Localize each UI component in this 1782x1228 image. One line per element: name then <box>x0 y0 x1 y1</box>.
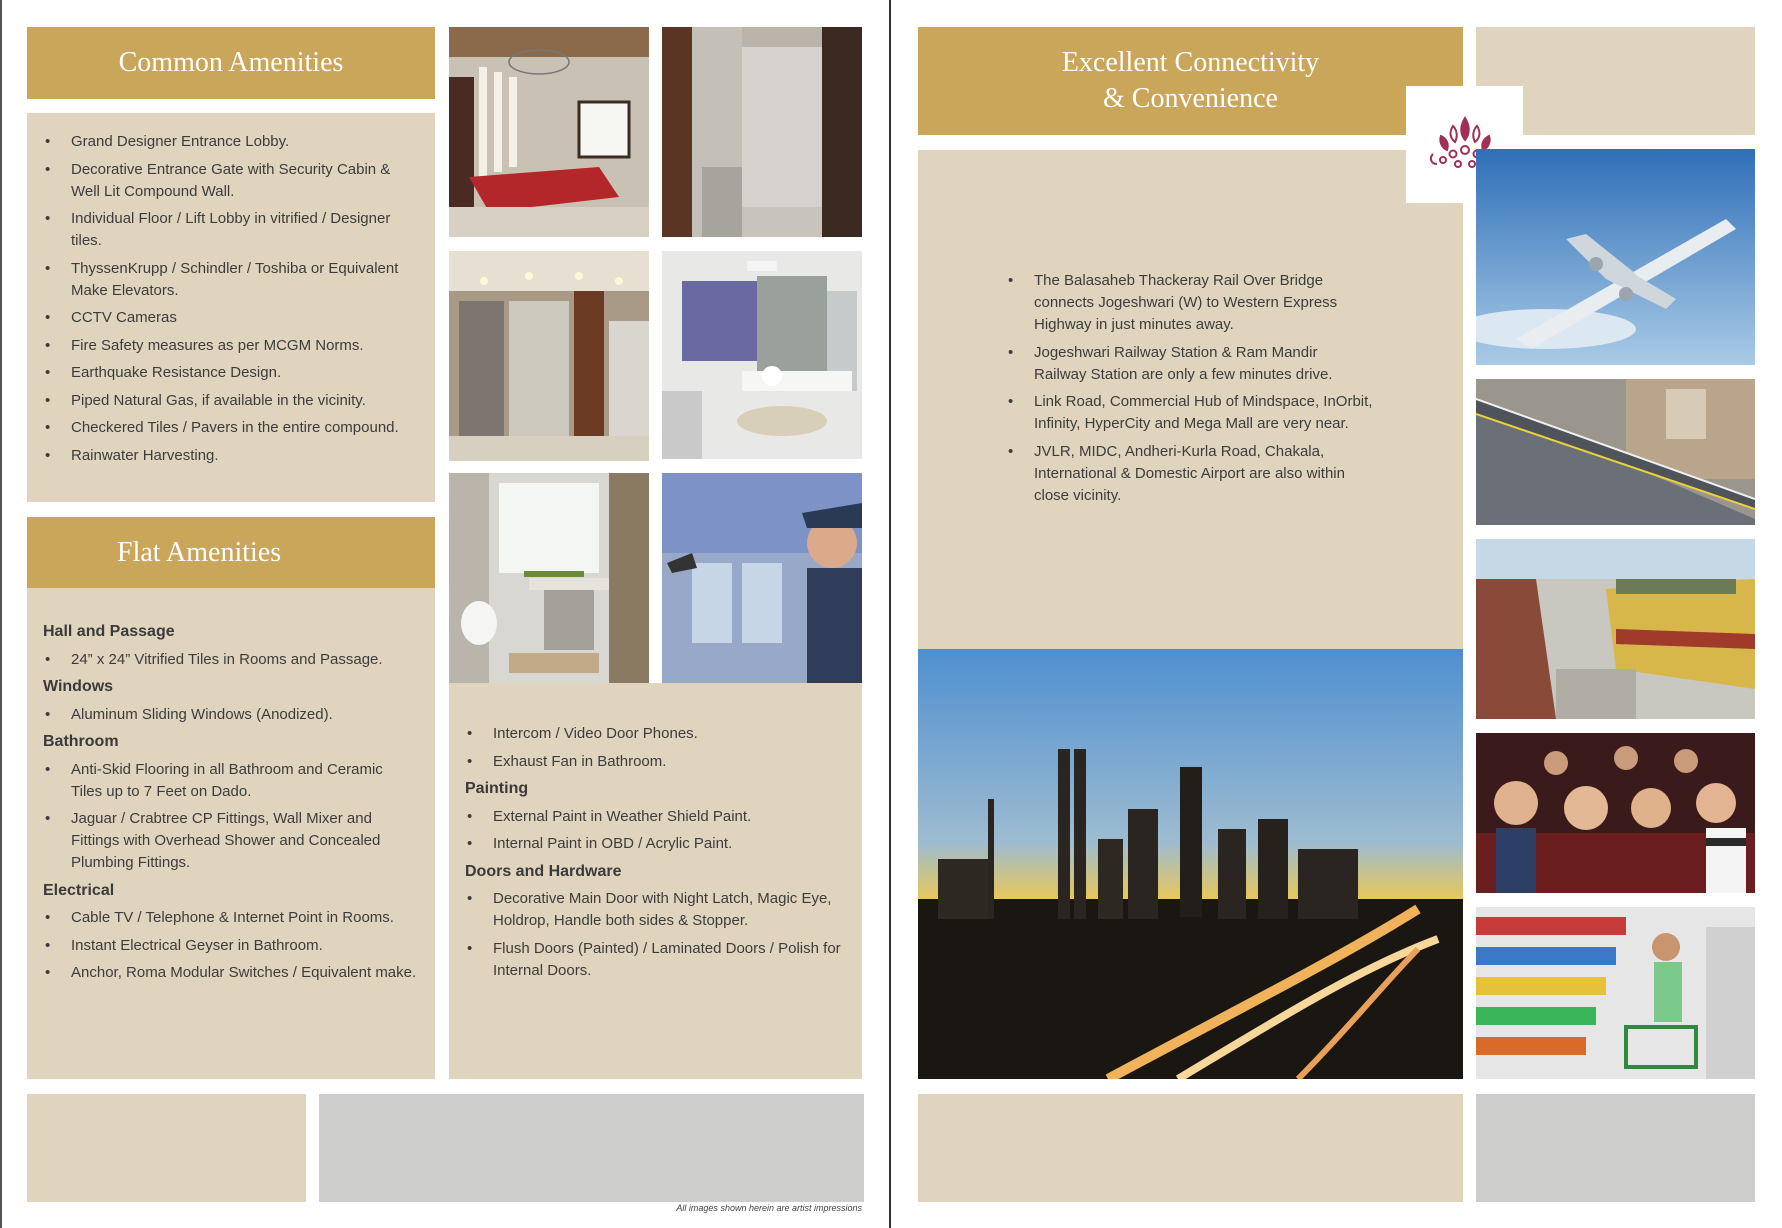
list-item: • 24” x 24” Vitrified Tiles in Rooms and Passage. <box>43 649 417 671</box>
left-footer-block-grey <box>319 1094 864 1202</box>
list-item: • Fire Safety measures as per MCGM Norms. <box>43 335 417 357</box>
list-item: • Jaguar / Crabtree CP Fittings, Wall Mixer and Fittings with Overhead Shower and Concealed Plumbing Fittings. <box>43 808 417 874</box>
flat-amenities-title: Flat Amenities <box>117 536 282 568</box>
flat-amenities-panel <box>27 588 435 1079</box>
right-footer-block-beige <box>918 1094 1463 1202</box>
list-item: • Anchor, Roma Modular Switches / Equivalent make. <box>43 962 417 984</box>
list-item: • ThyssenKrupp / Schindler / Toshiba or Equivalent Make Elevators. <box>43 258 417 302</box>
city-skyline-photo <box>918 649 1463 1079</box>
page-edge <box>0 0 2 1228</box>
windows-list <box>43 704 417 726</box>
bathroom-photo <box>449 473 649 683</box>
list-item: • Rainwater Harvesting. <box>43 445 417 467</box>
hall-passage-heading: Hall and Passage <box>43 623 175 640</box>
more-amenities-panel <box>449 683 862 1079</box>
lobby-photo <box>449 27 649 237</box>
list-item: • Checkered Tiles / Pavers in the entire compound. <box>43 417 417 439</box>
supermarket-photo <box>1476 907 1755 1079</box>
list-item: • Piped Natural Gas, if available in the vicinity. <box>43 390 417 412</box>
airplane-photo <box>1476 149 1755 365</box>
list-item: • Internal Paint in OBD / Acrylic Paint. <box>465 833 844 855</box>
list-item: • JVLR, MIDC, Andheri-Kurla Road, Chakala, International & Domestic Airport are also within close vicinity. <box>1006 441 1373 507</box>
list-item: • Decorative Entrance Gate with Security Cabin & Well Lit Compound Wall. <box>43 159 417 203</box>
list-item: • Grand Designer Entrance Lobby. <box>43 131 417 153</box>
list-item: • Anti-Skid Flooring in all Bathroom and Ceramic Tiles up to 7 Feet on Dado. <box>43 759 417 803</box>
list-item: • Decorative Main Door with Night Latch, Magic Eye, Holdrop, Handle both sides & Stopper. <box>465 888 844 932</box>
lift-lobby-photo <box>662 27 862 237</box>
list-item: • Intercom / Video Door Phones. <box>465 723 844 745</box>
common-amenities-panel <box>27 113 435 502</box>
left-footer-block-beige <box>27 1094 306 1202</box>
list-item: • Instant Electrical Geyser in Bathroom. <box>43 935 417 957</box>
list-item: • Earthquake Resistance Design. <box>43 362 417 384</box>
bathroom-list <box>43 759 417 875</box>
security-photo <box>662 473 862 683</box>
connectivity-title-bar <box>918 27 1463 135</box>
list-item: • Individual Floor / Lift Lobby in vitrified / Designer tiles. <box>43 208 417 252</box>
connectivity-list <box>1006 270 1373 507</box>
connectivity-title-line1: Excellent Connectivity <box>1061 47 1320 78</box>
list-item: • Link Road, Commercial Hub of Mindspace, InOrbit, Infinity, HyperCity and Mega Mall are very near. <box>1006 391 1373 435</box>
intercom-exhaust-list <box>465 723 844 773</box>
common-amenities-title: Common Amenities <box>118 47 344 78</box>
list-item: • Flush Doors (Painted) / Laminated Doors / Polish for Internal Doors. <box>465 938 844 982</box>
connectivity-panel <box>918 150 1463 649</box>
common-amenities-list <box>43 131 417 467</box>
cinema-audience-photo <box>1476 733 1755 893</box>
electrical-list <box>43 907 417 984</box>
list-item: • External Paint in Weather Shield Paint. <box>465 806 844 828</box>
floor-lobby-photo <box>449 251 649 461</box>
list-item: • Cable TV / Telephone & Internet Point in Rooms. <box>43 907 417 929</box>
page-fold-divider <box>889 0 891 1228</box>
living-room-photo <box>662 251 862 459</box>
bathroom-heading: Bathroom <box>43 733 119 750</box>
list-item: • The Balasaheb Thackeray Rail Over Bridge connects Jogeshwari (W) to Western Express Highway in just minutes away. <box>1006 270 1373 336</box>
list-item: • CCTV Cameras <box>43 307 417 329</box>
flat-amenities-title-bar <box>27 517 435 588</box>
windows-heading: Windows <box>43 678 114 695</box>
painting-heading: Painting <box>465 780 529 797</box>
list-item: • Aluminum Sliding Windows (Anodized). <box>43 704 417 726</box>
list-item: • Jogeshwari Railway Station & Ram Mandir Railway Station are only a few minutes drive. <box>1006 342 1373 386</box>
hall-passage-list <box>43 649 417 671</box>
railway-station-photo <box>1476 539 1755 719</box>
doors-hardware-list <box>465 888 844 982</box>
connectivity-title-line2: & Convenience <box>1103 83 1278 114</box>
doors-hardware-heading: Doors and Hardware <box>465 862 622 880</box>
artist-impression-footnote: All images shown herein are artist impressions <box>676 1203 862 1213</box>
list-item: • Exhaust Fan in Bathroom. <box>465 751 844 773</box>
electrical-heading: Electrical <box>43 881 115 899</box>
common-amenities-title-bar <box>27 27 435 99</box>
flyover-photo <box>1476 379 1755 525</box>
right-footer-block-grey <box>1476 1094 1755 1202</box>
painting-list <box>465 806 844 856</box>
